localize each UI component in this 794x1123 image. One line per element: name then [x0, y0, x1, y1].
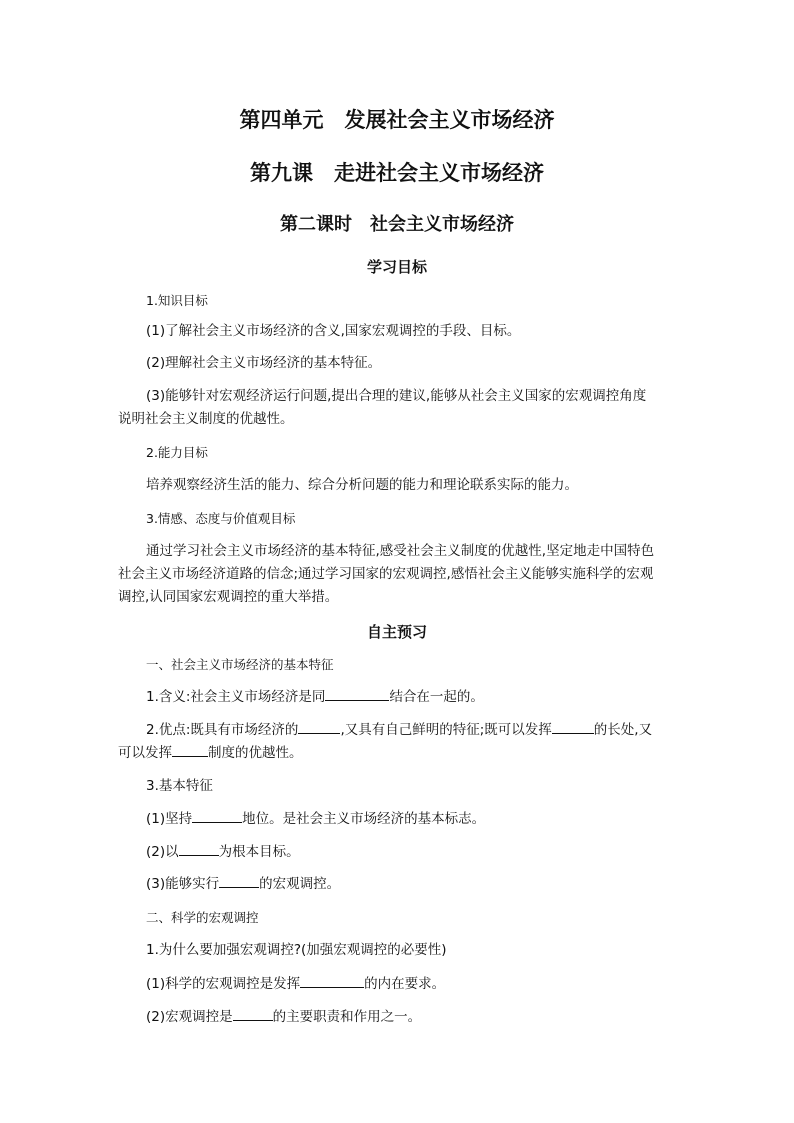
lesson-title: 第九课 走进社会主义市场经济	[250, 161, 544, 185]
fill-blank[interactable]	[233, 1006, 273, 1021]
values-line-3: 调控,认同国家宏观调控的重大举措。	[118, 589, 339, 605]
section1-title: 一、社会主义市场经济的基本特征	[146, 657, 334, 672]
knowledge-item-1: (1)了解社会主义市场经济的含义,国家宏观调控的手段、目标。	[146, 323, 521, 339]
section2-title: 二、科学的宏观调控	[146, 910, 259, 925]
fill-blank[interactable]	[298, 719, 340, 734]
macro-control-question: 1.为什么要加强宏观调控?(加强宏观调控的必要性)	[146, 942, 447, 958]
knowledge-item-2: (2)理解社会主义市场经济的基本特征。	[146, 355, 382, 371]
ability-label: 2.能力目标	[146, 445, 208, 460]
fill-blank[interactable]	[179, 841, 219, 856]
feature-2: (2)以 为根本目标。	[146, 841, 300, 862]
fill-blank[interactable]	[325, 686, 389, 701]
knowledge-item-3-cont: 说明社会主义制度的优越性。	[118, 411, 294, 427]
ability-text: 培养观察经济生活的能力、综合分析问题的能力和理论联系实际的能力。	[146, 477, 578, 493]
unit-title: 第四单元 发展社会主义市场经济	[239, 108, 555, 132]
definition-line: 1.含义:社会主义市场经济是同 结合在一起的。	[146, 686, 484, 707]
knowledge-item-3: (3)能够针对宏观经济运行问题,提出合理的建议,能够从社会主义国家的宏观调控角度	[146, 388, 647, 404]
feature-1: (1)坚持 地位。是社会主义市场经济的基本标志。	[146, 808, 485, 829]
knowledge-label: 1.知识目标	[146, 293, 208, 308]
fill-blank[interactable]	[552, 719, 594, 734]
fill-blank[interactable]	[192, 808, 242, 823]
values-line-2: 社会主义市场经济道路的信念;通过学习国家的宏观调控,感悟社会主义能够实施科学的宏观	[118, 566, 654, 582]
macro-control-reason-1: (1)科学的宏观调控是发挥 的内在要求。	[146, 973, 445, 994]
feature-3: (3)能够实行 的宏观调控。	[146, 873, 340, 894]
fill-blank[interactable]	[172, 742, 208, 757]
objectives-heading: 学习目标	[366, 258, 427, 276]
values-label: 3.情感、态度与价值观目标	[146, 511, 296, 526]
macro-control-reason-2: (2)宏观调控是 的主要职责和作用之一。	[146, 1006, 421, 1027]
fill-blank[interactable]	[219, 873, 259, 888]
advantages-line: 2.优点:既具有市场经济的 ,又具有自己鲜明的特征;既可以发挥 的长处,又	[146, 719, 652, 740]
fill-blank[interactable]	[300, 973, 364, 988]
period-title: 第二课时 社会主义市场经济	[280, 214, 514, 235]
basic-features-label: 3.基本特征	[146, 778, 213, 794]
advantages-line-cont: 可以发挥 制度的优越性。	[118, 742, 303, 763]
preview-heading: 自主预习	[366, 623, 427, 641]
values-line-1: 通过学习社会主义市场经济的基本特征,感受社会主义制度的优越性,坚定地走中国特色	[146, 543, 655, 559]
